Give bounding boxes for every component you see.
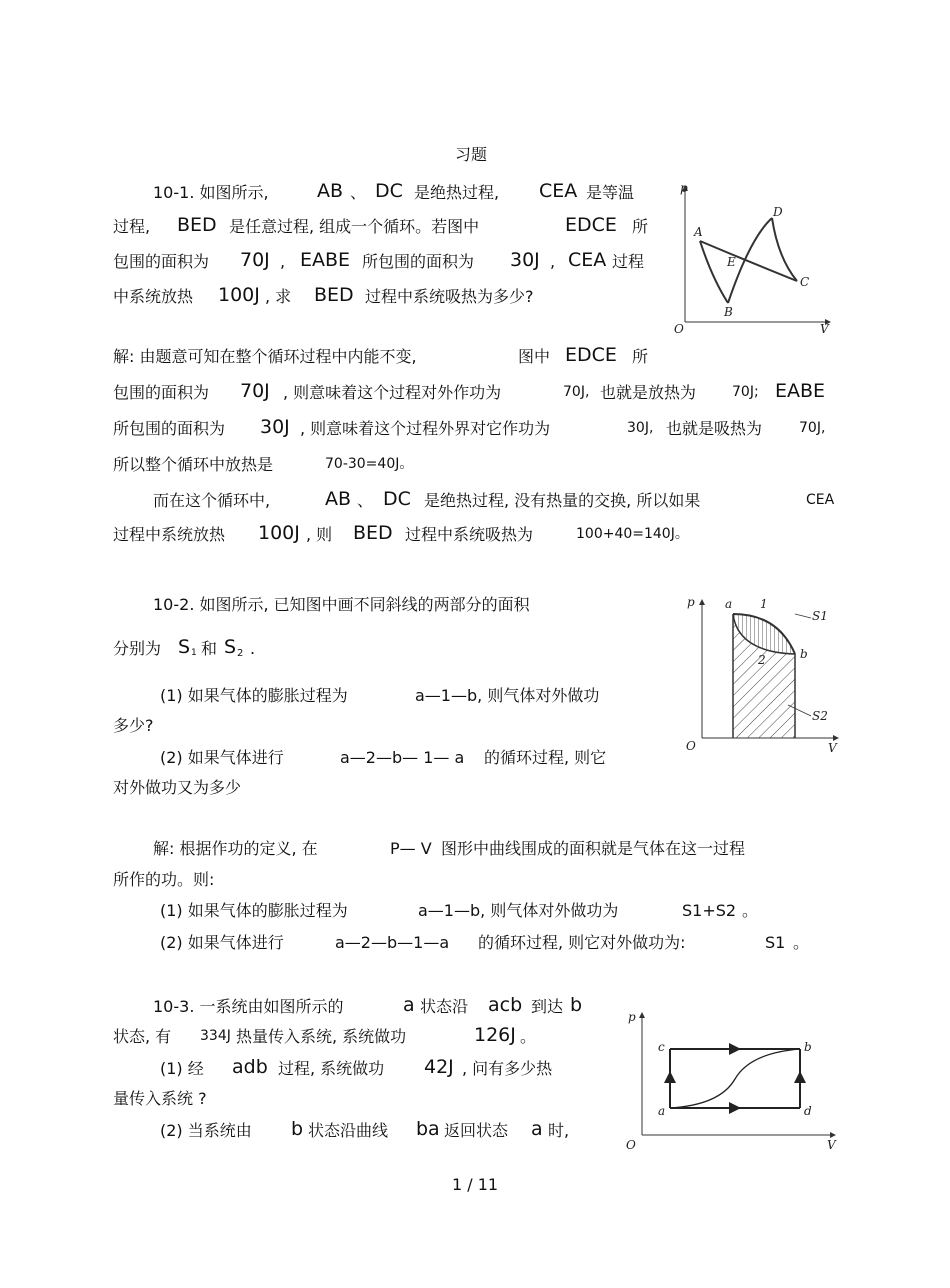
text: BED	[314, 284, 354, 306]
text: 2	[237, 648, 244, 659]
page-number: 1 / 11	[452, 1175, 499, 1194]
text: 30J,	[627, 420, 654, 436]
text: 解: 由题意可知在整个循环过程中内能不变,	[113, 347, 417, 366]
text: 的循环过程, 则它对外做功为:	[478, 933, 686, 952]
text: 到达	[531, 997, 564, 1016]
text: 100+40=140J。	[576, 526, 689, 542]
fig2-1-label: 1	[760, 597, 768, 611]
text: 70J,	[563, 384, 590, 400]
text: BED	[353, 522, 393, 544]
figure-10-3	[620, 1005, 845, 1155]
fig3-p-label: p	[628, 1010, 636, 1024]
text: 解: 根据作功的定义, 在	[153, 839, 318, 858]
fig1-a-label: A	[694, 225, 703, 239]
text: ,	[280, 252, 286, 271]
fig3-c-label: c	[658, 1040, 665, 1054]
fig1-b-label: B	[724, 305, 733, 319]
text: 包围的面积为	[113, 383, 210, 402]
text: 70J,	[799, 420, 826, 436]
text: BED	[177, 214, 217, 236]
text: 图中	[518, 347, 551, 366]
text: (2) 当系统由	[160, 1121, 252, 1140]
text: b	[570, 994, 583, 1016]
text: 状态, 有	[113, 1027, 172, 1046]
text: S	[178, 636, 191, 658]
text: a—2—b— 1— a	[340, 748, 465, 767]
text: a	[531, 1118, 543, 1140]
text: 和	[201, 639, 218, 658]
text: 分别为	[113, 639, 162, 658]
fig2-p-label: p	[687, 595, 695, 609]
text: 是绝热过程, 没有热量的交换, 所以如果	[424, 491, 701, 510]
text: , 求	[265, 287, 292, 306]
text: 是等温	[586, 183, 635, 202]
text: 126J	[474, 1024, 516, 1046]
figure-10-1	[670, 178, 840, 338]
text: 对外做功又为多少	[113, 778, 242, 797]
text: EABE	[775, 380, 826, 402]
text: 多少?	[113, 716, 154, 735]
text: EDCE	[565, 214, 617, 236]
fig2-a-label: a	[725, 597, 733, 611]
text: , 则	[306, 525, 333, 544]
text: 70J;	[732, 384, 759, 400]
text: ,	[550, 252, 556, 271]
text: (1) 如果气体的膨胀过程为	[160, 901, 348, 920]
text: 过程, 系统做功	[278, 1059, 385, 1078]
text: 的循环过程, 则它	[484, 748, 607, 767]
text: P— V	[390, 839, 432, 858]
text: 10-3. 一系统由如图所示的	[153, 997, 344, 1016]
figure-10-2	[678, 592, 848, 760]
fig3-v-label: V	[827, 1138, 836, 1152]
text: 也就是吸热为	[666, 419, 763, 438]
text: 是绝热过程,	[414, 183, 500, 202]
text: 、	[357, 491, 374, 510]
fig2-s2-label: S2	[812, 709, 828, 723]
text: .	[250, 639, 256, 658]
fig3-d-label: d	[804, 1104, 812, 1118]
text: 状态沿曲线	[308, 1121, 389, 1140]
text: , 则意味着这个过程外界对它作功为	[300, 419, 551, 438]
text: 100J	[218, 284, 260, 306]
text: 所以整个循环中放热是	[113, 455, 274, 474]
text: S1+S2	[682, 901, 737, 920]
text: b	[291, 1118, 304, 1140]
text: DC	[383, 488, 411, 510]
text: 包围的面积为	[113, 252, 210, 271]
text: 也就是放热为	[600, 383, 697, 402]
fig1-d-label: D	[773, 205, 783, 219]
text: 70J	[240, 249, 270, 271]
text: 30J	[260, 416, 290, 438]
text: 10-1. 如图所示,	[153, 183, 269, 202]
text: 而在这个循环中,	[153, 491, 271, 510]
text: 42J	[424, 1056, 454, 1078]
text: (1) 经	[160, 1059, 204, 1078]
text: 时,	[548, 1121, 570, 1140]
fig1-o-label: O	[674, 322, 684, 336]
text: (2) 如果气体进行	[160, 933, 284, 952]
text: EABE	[300, 249, 351, 271]
text: 所包围的面积为	[113, 419, 226, 438]
text: 过程	[612, 252, 645, 271]
text: 所	[632, 217, 649, 236]
text: 热量传入系统, 系统做功	[236, 1027, 407, 1046]
fig3-a-label: a	[658, 1104, 666, 1118]
text: 100J	[258, 522, 300, 544]
text: 所作的功。则:	[113, 870, 215, 889]
text: CEA	[806, 492, 835, 508]
text: 返回状态	[444, 1121, 509, 1140]
text: 。	[742, 901, 759, 920]
fig3-b-label: b	[804, 1040, 812, 1054]
text: AB	[325, 488, 352, 510]
text: 所	[632, 347, 649, 366]
text: 状态沿	[420, 997, 469, 1016]
page-title: 习题	[455, 145, 488, 164]
fig2-s1-label: S1	[812, 609, 828, 623]
text: adb	[232, 1056, 268, 1078]
text: CEA	[568, 249, 607, 271]
text: 过程中系统放热	[113, 525, 226, 544]
fig2-2-label: 2	[758, 653, 766, 667]
text: 图形中曲线围成的面积就是气体在这一过程	[441, 839, 746, 858]
text: 30J	[510, 249, 540, 271]
text: AB	[317, 180, 344, 202]
text: S	[224, 636, 237, 658]
text: (1) 如果气体的膨胀过程为	[160, 686, 348, 705]
text: 过程中系统吸热为	[405, 525, 534, 544]
text: a	[403, 994, 415, 1016]
fig3-o-label: O	[626, 1138, 636, 1152]
text: S1	[765, 933, 786, 952]
text: 是任意过程, 组成一个循环。若图中	[229, 217, 480, 236]
text: 、	[350, 183, 367, 202]
fig2-o-label: O	[686, 739, 696, 753]
text: 量传入系统 ?	[113, 1089, 207, 1108]
fig1-e-label: E	[727, 255, 736, 269]
text: acb	[488, 994, 523, 1016]
text: 。	[793, 933, 810, 952]
text: a—2—b—1—a	[335, 933, 450, 952]
fig2-v-label: V	[828, 741, 837, 755]
text: a—1—b, 则气体对外做功	[415, 686, 600, 705]
text: 70J	[240, 380, 270, 402]
text: 。	[520, 1027, 537, 1046]
text: CEA	[539, 180, 578, 202]
fig1-c-label: C	[800, 275, 810, 289]
text: a—1—b, 则气体对外做功为	[418, 901, 619, 920]
text: 1	[191, 648, 197, 658]
text: 10-2. 如图所示, 已知图中画不同斜线的两部分的面积	[153, 595, 530, 614]
text: EDCE	[565, 344, 617, 366]
text: 70-30=40J。	[325, 456, 414, 472]
text: 过程,	[113, 217, 151, 236]
text: ba	[416, 1118, 440, 1140]
text: (2) 如果气体进行	[160, 748, 284, 767]
text: , 则意味着这个过程对外作功为	[283, 383, 502, 402]
text: 所包围的面积为	[362, 252, 475, 271]
text: 334J	[200, 1028, 231, 1044]
text: , 问有多少热	[462, 1059, 553, 1078]
text: 中系统放热	[113, 287, 194, 306]
fig1-v-label: V	[820, 322, 829, 336]
text: DC	[375, 180, 403, 202]
fig2-b-label: b	[800, 647, 808, 661]
fig1-p-label: p	[680, 181, 688, 195]
text: 过程中系统吸热为多少?	[365, 287, 534, 306]
